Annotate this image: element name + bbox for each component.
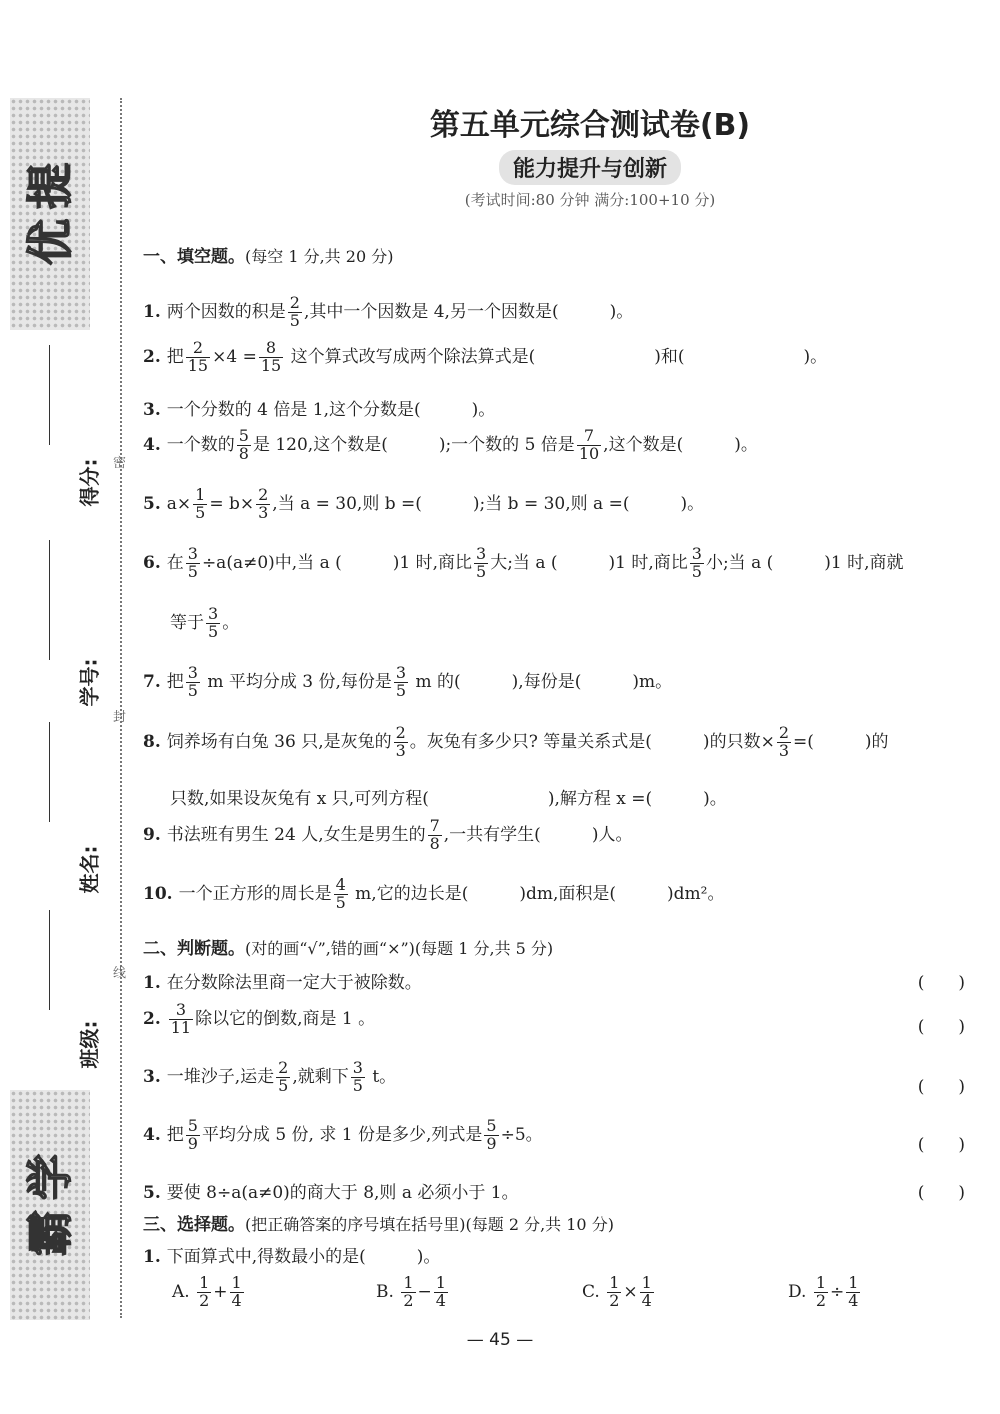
fraction (288, 295, 302, 330)
question-text: 下面算式中,得数最小的是( )。 (166, 1247, 441, 1267)
option-a[interactable] (172, 1275, 246, 1310)
question-text: 平均分成 5 份, 求 1 份是多少,列式是 (201, 1124, 483, 1145)
question-1-8 (143, 725, 889, 760)
numerator: 3 (208, 604, 219, 623)
question-number: 1. (143, 301, 161, 322)
denominator: 9 (486, 1133, 497, 1153)
numerator: 3 (187, 544, 198, 563)
class-label: 班级: (77, 1020, 102, 1069)
fraction (607, 1275, 621, 1310)
question-text: 大;当 a ( )1 时,商比 (490, 552, 688, 573)
section-heading-multiple-choice (143, 1210, 614, 1235)
score-label: 得分: (77, 458, 102, 507)
question-1-5 (143, 487, 704, 522)
question-number: 5. (143, 1183, 161, 1203)
question-text: 等于 (170, 612, 204, 633)
denominator: 10 (578, 443, 600, 463)
numerator: 2 (258, 485, 269, 504)
denominator: 4 (435, 1290, 446, 1310)
option-d[interactable] (788, 1275, 862, 1310)
question-text: ,当 a = 30,则 b =( );当 b = 30,则 a =( )。 (272, 493, 705, 514)
question-text: ÷a(a≠0)中,当 a ( )1 时,商比 (201, 552, 473, 573)
fraction (186, 1118, 200, 1153)
question-text: 在分数除法里商一定大于被除数。 (166, 973, 422, 993)
question-text: ,就剩下 (292, 1066, 349, 1087)
denominator: 5 (335, 892, 346, 912)
question-2-2 (143, 1002, 965, 1037)
option-c[interactable] (582, 1275, 656, 1310)
denominator: 5 (395, 680, 407, 700)
numerator: 2 (778, 723, 789, 742)
option-b[interactable] (376, 1275, 450, 1310)
question-1-9 (143, 818, 632, 853)
question-text: 。 (222, 612, 240, 633)
fraction (484, 1118, 498, 1153)
question-text: 除以它的倒数,商是 1 。 (195, 1008, 376, 1029)
question-3-1 (143, 1242, 440, 1267)
fraction (186, 340, 210, 375)
question-number: 4. (143, 434, 161, 455)
section-heading-fill-blank (143, 242, 393, 267)
numerator: 1 (231, 1273, 242, 1292)
fraction (394, 725, 408, 760)
page-subtitle: 能力提升与创新 (499, 150, 681, 185)
denominator: 3 (778, 740, 789, 760)
binding-sidebar (0, 0, 130, 1414)
denominator: 2 (403, 1290, 414, 1310)
question-number: 3. (143, 1066, 161, 1087)
question-number: 2. (143, 1008, 161, 1029)
question-number: 4. (143, 1124, 161, 1145)
fraction (186, 665, 200, 700)
question-text: 是 120,这个数是( );一个数的 5 倍是 (252, 434, 575, 455)
section-note: (把正确答案的序号填在括号里)(每题 2 分,共 10 分) (245, 1215, 614, 1234)
question-text: =( )的 (793, 731, 889, 752)
numerator: 7 (429, 816, 440, 835)
denominator: 3 (258, 502, 269, 522)
question-text: 书法班有男生 24 人,女生是男生的 (166, 824, 426, 845)
question-text: t。 (366, 1066, 397, 1087)
answer-blank[interactable]: ( ) (917, 1077, 965, 1097)
fraction (256, 487, 270, 522)
question-number: 7. (143, 671, 161, 692)
student-id-field[interactable] (38, 658, 118, 708)
answer-blank[interactable]: ( ) (917, 1017, 965, 1037)
fraction (577, 428, 601, 463)
question-text: 。灰兔有多少只? 等量关系式是( )的只数× (409, 731, 775, 752)
question-text: = b× (209, 493, 255, 514)
numerator: 5 (238, 426, 249, 445)
denominator: 5 (195, 502, 206, 522)
fraction (690, 546, 704, 581)
denominator: 4 (641, 1290, 652, 1310)
question-2-3 (143, 1060, 965, 1095)
brand-char: 学 (23, 1154, 77, 1200)
fraction (230, 1275, 244, 1310)
question-1-10 (143, 877, 724, 912)
fraction (401, 1275, 415, 1310)
denominator: 5 (187, 561, 198, 581)
score-field[interactable] (38, 458, 118, 508)
fraction (197, 1275, 211, 1310)
question-number: 10. (143, 883, 173, 904)
brand-block-top (10, 98, 90, 330)
exam-info: (考试时间:80 分钟 满分:100+10 分) (464, 191, 716, 209)
question-1-6-cont (170, 606, 239, 641)
operator: × (623, 1281, 638, 1302)
numerator: 2 (278, 1058, 289, 1077)
question-text: 这个算式改写成两个除法算式是( )和( )。 (285, 346, 828, 367)
question-text: m 的( ),每份是( )m。 (410, 671, 673, 692)
question-1-3 (143, 395, 495, 420)
fraction (276, 1060, 290, 1095)
question-number: 2. (143, 346, 161, 367)
option-label: B. (376, 1281, 394, 1302)
question-text: 两个因数的积是 (166, 301, 286, 322)
name-line (49, 722, 50, 822)
name-label: 姓名: (77, 845, 102, 894)
denominator: 5 (476, 561, 487, 581)
student-id-label: 学号: (77, 658, 102, 707)
numerator: 2 (395, 723, 406, 742)
brand-char: 霸 (23, 1210, 77, 1256)
numerator: 1 (815, 1273, 827, 1292)
class-line (49, 910, 50, 1010)
question-text: 饲养场有白兔 36 只,是灰兔的 (166, 731, 392, 752)
class-field[interactable] (38, 1020, 118, 1070)
numerator: 1 (609, 1273, 620, 1292)
option-label: C. (582, 1281, 600, 1302)
numerator: 2 (289, 293, 300, 312)
question-text: 一个分数的 4 倍是 1,这个分数是( )。 (166, 400, 496, 420)
answer-blank[interactable]: ( ) (917, 1183, 965, 1203)
fraction (186, 546, 200, 581)
operator: ÷ (830, 1281, 845, 1302)
question-text: ×4 = (212, 346, 257, 367)
section-title: 三、选择题。 (143, 1215, 245, 1235)
numerator: 5 (187, 1116, 198, 1135)
fraction (777, 725, 791, 760)
numerator: 1 (435, 1273, 446, 1292)
question-text: m,它的边长是( )dm,面积是( )dm²。 (349, 883, 725, 904)
numerator: 3 (169, 1002, 193, 1020)
question-1-8-cont (170, 784, 727, 809)
question-text: ,其中一个因数是 4,另一个因数是( )。 (303, 301, 634, 322)
numerator: 1 (199, 1273, 210, 1292)
numerator: 1 (195, 485, 206, 504)
fraction (259, 340, 283, 375)
seal-mark-feng: 封 (113, 710, 127, 725)
question-text: 一个正方形的周长是 (178, 883, 332, 904)
question-number: 8. (143, 731, 161, 752)
denominator: 2 (815, 1290, 827, 1310)
question-2-1 (143, 968, 965, 993)
name-field[interactable] (38, 845, 118, 895)
denominator: 9 (187, 1133, 198, 1153)
fraction (434, 1275, 448, 1310)
denominator: 5 (187, 680, 198, 700)
numerator: 7 (577, 428, 601, 446)
question-text: m 平均分成 3 份,每份是 (201, 671, 392, 692)
denominator: 5 (691, 561, 702, 581)
denominator: 8 (238, 443, 249, 463)
numerator: 3 (691, 544, 702, 563)
answer-blank[interactable]: ( ) (917, 1135, 965, 1155)
student-id-line (49, 540, 50, 660)
denominator: 5 (208, 621, 219, 641)
denominator: 5 (289, 310, 300, 330)
fraction (206, 606, 220, 641)
seal-mark-xian: 线 (113, 966, 127, 981)
question-number: 6. (143, 552, 161, 573)
section-title: 一、填空题。 (143, 247, 245, 267)
denominator: 8 (429, 833, 440, 853)
numerator: 5 (486, 1116, 497, 1135)
fraction (814, 1275, 828, 1310)
exam-header (140, 100, 980, 210)
numerator: 8 (259, 340, 283, 358)
denominator: 3 (395, 740, 406, 760)
question-text: a× (166, 493, 192, 514)
page-number: — 45 — (466, 1330, 534, 1350)
seal-mark-mi: 密 (113, 456, 127, 471)
brand-char: 提 (23, 163, 77, 209)
question-number: 9. (143, 824, 161, 845)
numerator: 3 (352, 1058, 363, 1077)
numerator: 2 (186, 340, 210, 358)
operator: + (213, 1281, 228, 1302)
question-1-1 (143, 295, 633, 330)
question-1-6 (143, 546, 904, 581)
denominator: 15 (187, 355, 209, 375)
numerator: 1 (848, 1273, 859, 1292)
fraction (237, 428, 251, 463)
question-text: ,这个数是( )。 (603, 434, 758, 455)
section-note: (对的画“√”,错的画“×”)(每题 1 分,共 5 分) (245, 939, 554, 958)
section-note: (每空 1 分,共 20 分) (245, 247, 394, 266)
question-text: 把 (166, 671, 184, 692)
question-text: 小;当 a ( )1 时,商就 (705, 552, 904, 573)
question-2-4 (143, 1118, 965, 1153)
denominator: 15 (260, 355, 282, 375)
answer-blank[interactable]: ( ) (917, 973, 965, 993)
option-label: D. (788, 1281, 807, 1302)
fraction (334, 877, 348, 912)
denominator: 4 (848, 1290, 859, 1310)
section-title: 二、判断题。 (143, 939, 245, 959)
question-text: 只数,如果设灰兔有 x 只,可列方程( ),解方程 x =( )。 (170, 789, 727, 809)
fraction (351, 1060, 365, 1095)
fraction (394, 665, 408, 700)
option-label: A. (172, 1281, 190, 1302)
denominator: 2 (199, 1290, 210, 1310)
brand-char: 优 (23, 219, 77, 265)
question-1-2 (143, 340, 827, 375)
question-text: 把 (166, 1124, 184, 1145)
numerator: 3 (476, 544, 487, 563)
section-heading-true-false (143, 934, 553, 959)
question-1-7 (143, 665, 672, 700)
question-text: 要使 8÷a(a≠0)的商大于 8,则 a 必须小于 1。 (166, 1183, 519, 1203)
numerator: 3 (395, 663, 407, 682)
numerator: 1 (403, 1273, 414, 1292)
brand-block-bottom (10, 1090, 90, 1320)
denominator: 5 (352, 1075, 363, 1095)
question-text: 把 (166, 346, 184, 367)
question-number: 1. (143, 1247, 161, 1267)
page-title: 第五单元综合测试卷(B) (429, 108, 751, 143)
denominator: 11 (170, 1017, 192, 1037)
question-number: 1. (143, 973, 161, 993)
question-text: ÷5。 (500, 1124, 543, 1145)
denominator: 4 (231, 1290, 242, 1310)
fraction (640, 1275, 654, 1310)
question-text: 在 (166, 552, 184, 573)
question-2-5 (143, 1178, 965, 1203)
score-line (49, 345, 50, 445)
numerator: 1 (641, 1273, 652, 1292)
numerator: 4 (335, 875, 346, 894)
numerator: 3 (187, 663, 198, 682)
question-1-4 (143, 428, 758, 463)
fraction (193, 487, 207, 522)
operator: − (417, 1281, 432, 1302)
question-text: 一个数的 (166, 434, 235, 455)
fraction (169, 1002, 193, 1037)
question-text: 一堆沙子,运走 (166, 1066, 275, 1087)
question-number: 3. (143, 400, 161, 420)
question-number: 5. (143, 493, 161, 514)
fraction (846, 1275, 860, 1310)
question-text: ,一共有学生( )人。 (443, 824, 633, 845)
fraction (474, 546, 488, 581)
denominator: 5 (278, 1075, 289, 1095)
fraction (428, 818, 442, 853)
denominator: 2 (609, 1290, 620, 1310)
